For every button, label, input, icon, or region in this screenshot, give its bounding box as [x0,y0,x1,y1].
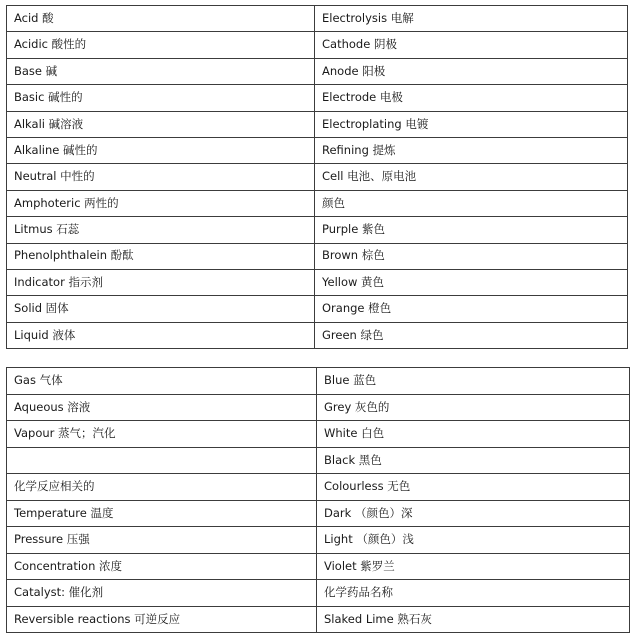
table-row [7,243,628,269]
term-cell: Basic 碱性的 [7,85,315,111]
table-row [7,553,630,580]
term-cell: Black 黑色 [317,447,630,474]
term-cell: Temperature 温度 [7,500,317,527]
term-cell: Litmus 石蕊 [7,217,315,243]
term-cell: Alkali 碱溶液 [7,111,315,137]
term-cell: Grey 灰色的 [317,394,630,421]
term-cell: Amphoteric 两性的 [7,190,315,216]
term-cell: Electroplating 电镀 [315,111,628,137]
term-cell: Catalyst: 催化剂 [7,580,317,607]
term-cell: 化学反应相关的 [7,474,317,501]
table-row [7,606,630,633]
table-row [7,580,630,607]
table-row [7,368,630,395]
term-cell: Brown 棕色 [315,243,628,269]
term-cell: Dark （颜色）深 [317,500,630,527]
term-cell: Concentration 浓度 [7,553,317,580]
table-row [7,85,628,111]
table-row [7,217,628,243]
table-row [7,137,628,163]
table-row [7,296,628,322]
table-row [7,58,628,84]
term-cell: Cathode 阴极 [315,32,628,58]
table-row [7,190,628,216]
term-cell: Anode 阳极 [315,58,628,84]
term-cell: Slaked Lime 熟石灰 [317,606,630,633]
term-cell: Electrolysis 电解 [315,6,628,32]
term-cell: Light （颜色）浅 [317,527,630,554]
term-cell: Acidic 酸性的 [7,32,315,58]
term-cell: Solid 固体 [7,296,315,322]
term-cell: Neutral 中性的 [7,164,315,190]
table-row [7,111,628,137]
term-cell: Cell 电池、原电池 [315,164,628,190]
table-row [7,6,628,32]
term-cell: Blue 蓝色 [317,368,630,395]
table-row [7,322,628,348]
glossary-table-1 [6,5,628,349]
term-cell: Base 碱 [7,58,315,84]
term-cell: Refining 提炼 [315,137,628,163]
term-cell: Alkaline 碱性的 [7,137,315,163]
term-cell: Yellow 黄色 [315,269,628,295]
table-row [7,421,630,448]
term-cell: Liquid 液体 [7,322,315,348]
term-cell: 颜色 [315,190,628,216]
term-cell: Violet 紫罗兰 [317,553,630,580]
glossary-table-2 [6,367,630,633]
term-cell: Indicator 指示剂 [7,269,315,295]
term-cell [7,447,317,474]
table-row [7,32,628,58]
term-cell: Electrode 电极 [315,85,628,111]
term-cell: Phenolphthalein 酚酞 [7,243,315,269]
table-row [7,447,630,474]
term-cell: Orange 橙色 [315,296,628,322]
term-cell: Reversible reactions 可逆反应 [7,606,317,633]
table-row [7,269,628,295]
table-row [7,500,630,527]
term-cell: Vapour 蒸气；汽化 [7,421,317,448]
term-cell: Green 绿色 [315,322,628,348]
term-cell: 化学药品名称 [317,580,630,607]
term-cell: Acid 酸 [7,6,315,32]
term-cell: White 白色 [317,421,630,448]
term-cell: Pressure 压强 [7,527,317,554]
table-row [7,164,628,190]
table-row [7,394,630,421]
table-row [7,474,630,501]
table-row [7,527,630,554]
term-cell: Purple 紫色 [315,217,628,243]
term-cell: Aqueous 溶液 [7,394,317,421]
term-cell: Gas 气体 [7,368,317,395]
term-cell: Colourless 无色 [317,474,630,501]
